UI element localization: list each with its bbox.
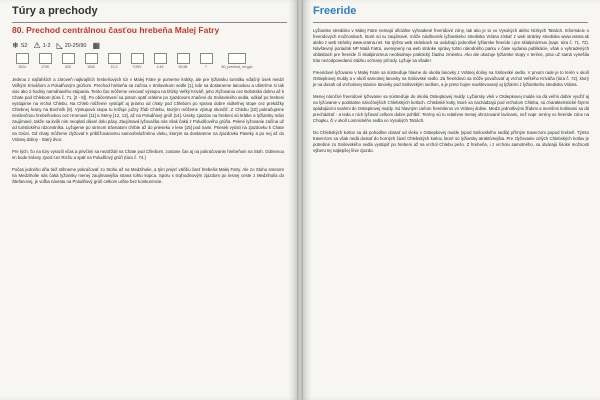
stat-value: 1709 [41,65,49,69]
header-rule [313,22,588,23]
paragraph: Menej náročné freeridové lyžovanie sa sústreďuje do okolia Ostiepkovej muldy. Lyžiarsky vlek v Ostiepkovej mulde sa dá veľmi dobre využiť aj na lyžovanie v podstatne náročnejších Chlebských kotloch. Chlebské kotly, ktoré sa nachádzajú pod vrcholom Chleba, sú charakteristické štyrmi spádajúcimi svahmi do Ostiepkovej muldy. Sú hlavným cieľom freeriderov vo Vrátnej doline. Medzi jednotlivými žľabmi a menšími kotlinami sa dá prechádzať - a teda v nich lyžovať celkom dobre pohlbiť. Terény sú tu relatívne menej ohrozované lavínami, než napr. terény vo freeride zóne na Chopku, či v okolí Lomnického sedla vo Vysokých Tatrách. [313,94,589,123]
stat-value: 1524 [18,65,26,69]
stat-item [35,53,55,69]
stat-value: 80_prechod_mf.gpx [221,65,253,69]
route-stats [12,53,255,69]
route-icons [12,41,100,50]
elevation-icon [16,53,29,64]
stat-item [58,53,78,69]
summit-icon [39,53,52,64]
stat-value: 1530 [87,65,95,69]
section-header: Freeride [313,5,357,17]
stat-item [104,53,124,69]
descent-icon [85,53,98,64]
right-body-text [313,28,589,160]
stat-item [81,53,101,69]
time-icon [131,53,144,64]
gps-icon [228,53,246,64]
stat-item [127,53,147,69]
header-rule [12,22,287,23]
stat-item [219,53,255,69]
stat-value: 10,3 [110,65,118,69]
stat-value: 63,66 [178,65,188,69]
avalanche-icon: ⚠ [33,41,41,50]
stat-item [12,53,32,69]
paragraph: Počas jedného dňa tiež stihneme pokračovať zo Stohu až na Medziholie, a tým prejsť väčšiu časť hrebeňa Malej Fatry. Ale zo Stohu smerom na Medziholie nás čaká lyžiarsky menej zaujímavejšia strana tohto kopca. Spolu s trojhodinovým zjazdom po lesnej ceste z Medziholia do Štefanovej, je voľba návratu na Poludňový grúň celkom určite bez konkurencie. [12,167,284,184]
slope-angle-icon: ◺ [56,41,63,50]
route-title: 80. Prechod centrálnou časťou hrebeňa Malej Fatry [12,25,220,35]
slope-item [57,41,87,50]
paragraph: Pre tých, čo na túry vyrazili včas a privčimi sa nezdržali na Chate pod Chlebom, zostane čas aj na pokračovanie hrebeňom na Stoh. Odmenou im bude krásny zjazd cez Rizňu a späť na Poludňový grúň (túra č. 74.) [12,149,284,160]
stat-value: 1:45 [156,65,164,69]
paragraph: Jednou z najľahších a zároveň najkrajších hrebeňových túr v Malej Fatre je pomerne krátky, ale pre lyžiarsku turistiku vďačný úsek medzi Veľkým Kriváňom a Poludňovým grúňom. Prechod hrebeňa sa začína v Snilovskom sedle [1], kde sa dostaneme lanovkou a ušetríme si tak viac ako 2 hodiny namáhavého stúpania. Tento čas môžeme venovať výstupu na blízky Veľký Kriváň, jeho zlyžovaniu cez Bobotskú dolinu až k Chate pod Chlebom (túra č. 71, [2 - 8]). Po občerstvení sa potom opäť vrátime po zjazdovom značení do Snilovského sedla, odkiaľ po hrebeni vystúpime na vrchol Chlebu. Na Chleb môžeme vystúpiť aj priamo od chaty pod Chlebom po sprava dobre viditeľnej stope cez prekážky Chlebnej hrany na Bochník [9]. Výstupová stopa tu križuje južný žľab Chlebu, ktorým môžeme výstup skončiť. Z Chlebu [10] pokračujeme nenáročnou hrebeňovkou cez Hromové [11] a Steny [12, 13], až na Poludňový grúň [14]. Úseky zjazdov na hrebeni sú krátke a lyžiarsky málo zaujímavé, takže sa kvôli nim neoplatí dávať dolu pásy. Zaujímavá lyžovačka nás však čaká z Poludňového grúňa. Pekné lyžovanie začína už od turistického rázcestníka. Lyžujeme po strmom trávnatom chrbte až do prieseku v lese [15] pod nami. Priesek vyústi na zjazdovku k Chate na Grúni. Od chaty môžeme zlyžovať k priblížovaciemu samoobslužnému vleku, ktorým sa dostaneme na zjazdovku Paseky a po nej až do Vrátnej doliny - Starý dvor. [12,77,284,142]
difficulty-value: S2 [20,42,28,49]
avalanche-item [33,41,50,50]
stat-value: 620 [65,65,71,69]
distance-icon [108,53,121,64]
map-item [92,41,100,50]
left-page [0,0,297,400]
snowflake-icon: ❄ [12,41,19,50]
left-body-text [12,77,284,191]
stat-item [150,53,170,69]
stat-item [196,53,216,69]
paragraph: Do Chlebských kotlov sa dá pohodlne dostať od vleku v Ostiepkovej mulde (spod Snilovského sedla) přímým traverzom popod hrebeň. Týmto traverzom sa však nedá dostať do horných častí Chlebských kotlov, ktoré sú lyžiarsky atraktívnejšia. Pre zlyžovanie celých Chlebských kotlov je potrebné zo Snilovského sedla vystúpiť po hrebeni až na vrchol Chlebu pešo. Z hrebeňa, i z vrcholu samotného, sa otvárajú široké možnosti výberu tej najlepšej línie zjazdu. [313,130,589,153]
map-icon: ▦ [92,41,100,50]
number-icon [200,53,213,64]
difficulty-item [12,41,27,50]
section-header: Túry a prechody [12,5,98,17]
ascent-icon [62,53,75,64]
paragraph: Lyžiarske stredisko v Malej Fatre nemajú oficiálne vyhradené freeridové zóny, tak ako je to vo Vysokých alebo Nízkych Tatrách. Informácie o freeridových možnostiach, ktoré sú tu zaujímavé, môže návštevník lyžiarskeho strediska Vrátna získať z web stránky strediska www.vratna.sk alebo z web stránky www.vratna.net. Na týchto web stránkach sa uvádzajú jednotlivé lyžiarske freeride i pre skialpinizmus (napr. túra č. 71, 72). Návštevný poriadok NP Malá Fatra, uverejnený na web stránke správy tohto národného parku v čase vydania publikácie, však o vyhradených oblastiach pre freeride či skialpinizmus neobsahuje praktický žiadnu zmienku. Ako ale ukazuje lyžiarske stopy v teréne, prax už samá vyriešila túto nezodpovedanú otázku ochrany prírody. Lyžuje sa všade! [313,28,589,63]
stat-value: 7/25V [132,65,142,69]
avalanche-value: 1-2 [42,42,51,49]
slope-value: 20-25/90 [64,42,87,49]
duration-icon [154,53,167,64]
paragraph: Freeridové lyžovanie v Malej Fatre sa sústreďuje hlavne do okolia lanovky z Vrátnej doliny na Snilovské sedlo. V prvom rade je to terén v okolí Ostiepkovej muldy a v okolí samotnej lanovky na Snilovské sedlo. Za freeridovú sa môže považovať aj vrchol Veľkého Kriváňa (túra č. 72), ktorý je na dosah od vrcholovej stanice lanovky pod Snilovským sedlom, a je preto hojne navštevovaný aj lyžiarmi z lyžiarskeho strediska Vrátna. [313,70,589,87]
stat-value: 7 [205,65,207,69]
right-page [303,0,600,400]
stat-item [173,53,193,69]
coords-icon [177,53,190,64]
